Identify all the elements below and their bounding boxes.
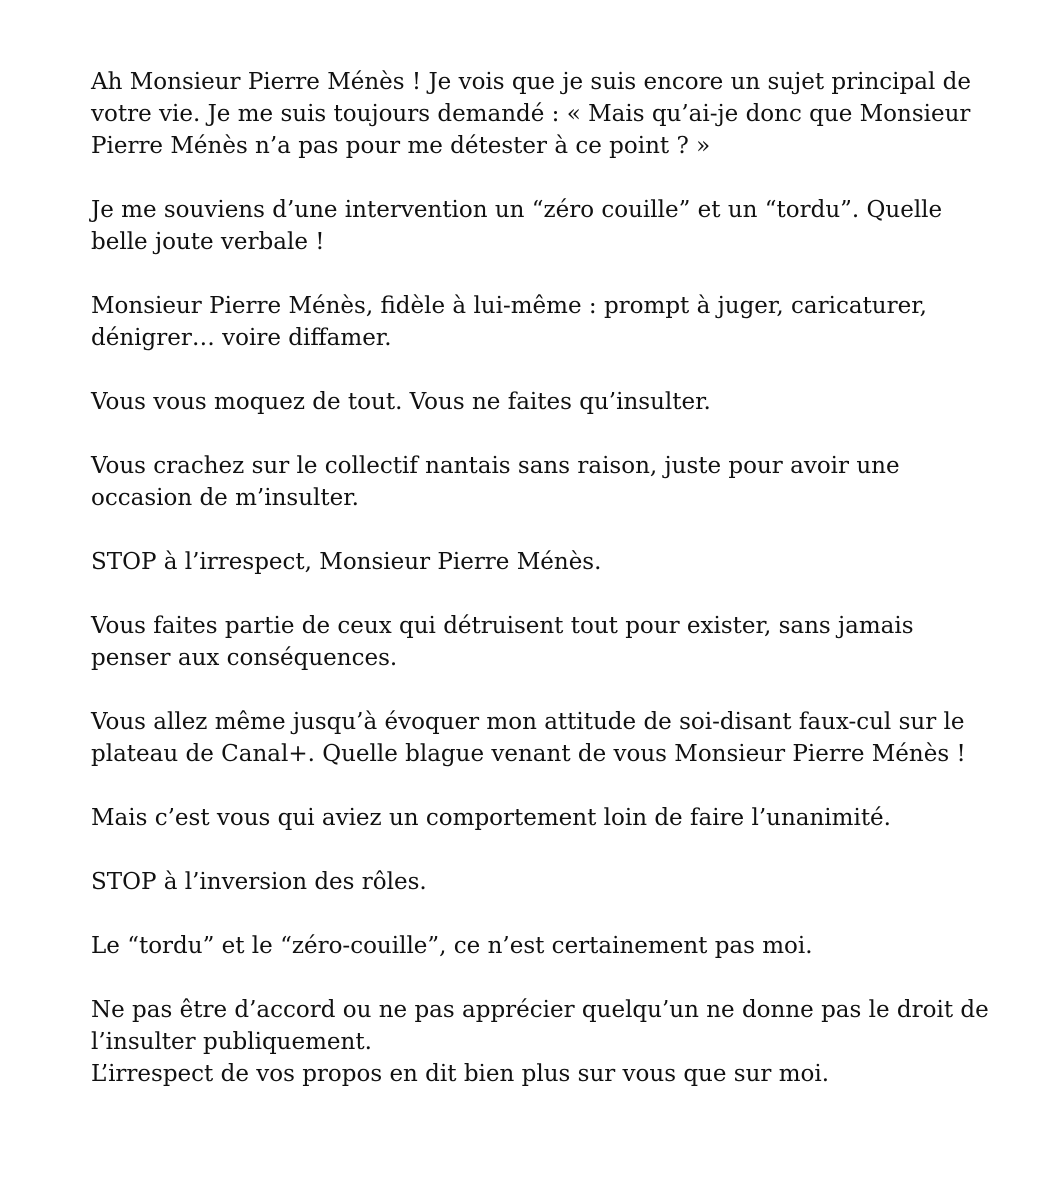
paragraph-stop-irrespect: STOP à l’irrespect, Monsieur Pierre Ménès. [91,549,602,575]
letter-body [91,66,991,1090]
paragraph-destroy: Vous faites partie de ceux qui détruisent tout pour exister, sans jamais penser aux conséquences. [91,613,914,671]
paragraph-behaviour: Mais c’est vous qui aviez un comportement loin de faire l’unanimité. [91,805,891,831]
paragraph-disagree: Ne pas être d’accord ou ne pas apprécier quelqu’un ne donne pas le droit de l’insulter publiquement. [91,997,989,1055]
paragraph-intro: Ah Monsieur Pierre Ménès ! Je vois que je suis encore un sujet principal de votre vie. Je me suis toujours demandé : « Mais qu’ai-je donc que Monsieur Pierre Ménès n’a pas pour me détester à ce point ? » [91,69,971,159]
paragraph-closing: L’irrespect de vos propos en dit bien plus sur vous que sur moi. [91,1061,830,1087]
paragraph-stop-inversion: STOP à l’inversion des rôles. [91,869,427,895]
paragraph-canal: Vous allez même jusqu’à évoquer mon attitude de soi-disant faux-cul sur le plateau de Canal+. Quelle blague venant de vous Monsieur Pierre Ménès ! [91,709,966,767]
paragraph-collective: Vous crachez sur le collectif nantais sans raison, juste pour avoir une occasion de m’insulter. [91,453,900,511]
paragraph-faithful: Monsieur Pierre Ménès, fidèle à lui-même : prompt à juger, caricaturer, dénigrer… voire diffamer. [91,293,927,351]
paragraph-intervention: Je me souviens d’une intervention un “zéro couille” et un “tordu”. Quelle belle joute verbale ! [91,197,943,255]
paragraph-not-me: Le “tordu” et le “zéro-couille”, ce n’est certainement pas moi. [91,933,813,959]
paragraph-mockery: Vous vous moquez de tout. Vous ne faites qu’insulter. [91,389,711,415]
